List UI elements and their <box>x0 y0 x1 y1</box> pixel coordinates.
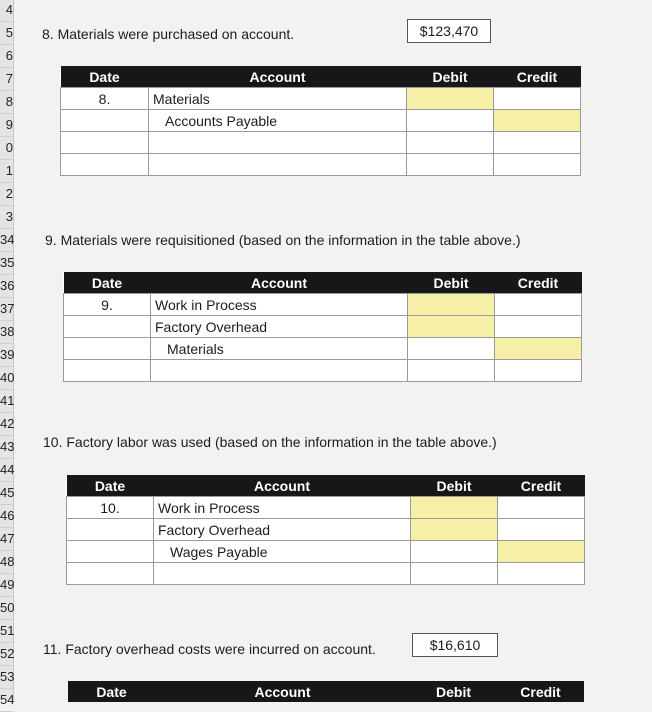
date-cell[interactable]: 9. <box>64 294 151 316</box>
row-number: 45 <box>0 485 15 500</box>
date-cell[interactable] <box>64 316 151 338</box>
row-number: 54 <box>0 692 15 707</box>
account-cell[interactable]: Factory Overhead <box>154 519 411 541</box>
credit-input[interactable] <box>495 338 582 360</box>
table-row <box>67 541 585 563</box>
credit-input[interactable] <box>498 541 585 563</box>
debit-input[interactable] <box>407 88 494 110</box>
header-account: Account <box>155 681 410 702</box>
row-number: 43 <box>0 439 15 454</box>
account-cell[interactable] <box>149 132 407 154</box>
row-number: 39 <box>0 347 15 362</box>
table-row <box>61 132 581 154</box>
row-number: 34 <box>0 232 15 247</box>
row-number: 52 <box>0 646 15 661</box>
credit-input[interactable] <box>494 110 581 132</box>
row-number: 8 <box>0 94 13 110</box>
row-number: 41 <box>0 393 15 408</box>
account-cell[interactable] <box>154 563 411 585</box>
journal-table-9 <box>63 272 582 382</box>
header-debit: Debit <box>408 272 495 294</box>
table-row <box>67 497 585 519</box>
journal-table-8 <box>60 66 581 176</box>
account-cell[interactable] <box>151 360 408 382</box>
row-number: 47 <box>0 531 15 546</box>
table-row <box>67 519 585 541</box>
account-cell[interactable]: Materials <box>151 338 408 360</box>
question-8-text: 8. Materials were purchased on account. <box>42 26 295 42</box>
row-number: 7 <box>0 71 13 87</box>
date-cell[interactable]: 8. <box>61 88 149 110</box>
credit-cell[interactable] <box>494 154 581 176</box>
row-number: 46 <box>0 508 15 523</box>
date-cell[interactable]: 10. <box>67 497 154 519</box>
row-number: 40 <box>0 370 15 385</box>
row-number: 3 <box>0 209 13 225</box>
account-cell[interactable] <box>149 154 407 176</box>
row-number: 38 <box>0 324 15 339</box>
debit-cell[interactable] <box>407 132 494 154</box>
journal-table-10 <box>66 475 585 585</box>
header-account: Account <box>154 475 411 497</box>
question-8-amount: $123,470 <box>407 19 491 43</box>
header-credit: Credit <box>495 272 582 294</box>
date-cell[interactable] <box>61 154 149 176</box>
debit-cell[interactable] <box>407 110 494 132</box>
journal-table-11 <box>68 681 584 702</box>
row-number: 5 <box>0 25 13 41</box>
header-date: Date <box>64 272 151 294</box>
header-credit: Credit <box>494 66 581 88</box>
header-debit: Debit <box>410 681 497 702</box>
debit-cell[interactable] <box>411 563 498 585</box>
account-cell[interactable]: Accounts Payable <box>149 110 407 132</box>
header-credit: Credit <box>497 681 584 702</box>
debit-input[interactable] <box>408 294 495 316</box>
table-row <box>64 316 582 338</box>
credit-cell[interactable] <box>498 497 585 519</box>
table-row <box>64 294 582 316</box>
row-number: 35 <box>0 255 15 270</box>
table-row <box>64 338 582 360</box>
row-number: 36 <box>0 278 15 293</box>
credit-cell[interactable] <box>494 88 581 110</box>
account-cell[interactable]: Wages Payable <box>154 541 411 563</box>
header-credit: Credit <box>498 475 585 497</box>
header-date: Date <box>61 66 149 88</box>
debit-cell[interactable] <box>408 360 495 382</box>
account-cell[interactable]: Work in Process <box>154 497 411 519</box>
table-row <box>67 563 585 585</box>
row-number-gutter <box>0 0 15 707</box>
header-debit: Debit <box>411 475 498 497</box>
credit-cell[interactable] <box>494 132 581 154</box>
date-cell[interactable] <box>64 360 151 382</box>
row-number: 48 <box>0 554 15 569</box>
row-number: 4 <box>0 2 13 18</box>
row-number: 53 <box>0 669 15 684</box>
table-row <box>64 360 582 382</box>
row-number: 42 <box>0 416 15 431</box>
credit-cell[interactable] <box>498 519 585 541</box>
credit-cell[interactable] <box>498 563 585 585</box>
header-account: Account <box>149 66 407 88</box>
row-number: 6 <box>0 48 13 64</box>
debit-cell[interactable] <box>408 338 495 360</box>
credit-cell[interactable] <box>495 316 582 338</box>
question-11-amount: $16,610 <box>412 633 498 657</box>
debit-input[interactable] <box>408 316 495 338</box>
row-number: 9 <box>0 117 13 133</box>
header-date: Date <box>68 681 155 702</box>
header-date: Date <box>67 475 154 497</box>
date-cell[interactable] <box>67 563 154 585</box>
account-cell[interactable]: Factory Overhead <box>151 316 408 338</box>
question-11-text: 11. Factory overhead costs were incurred on account. <box>43 641 376 657</box>
question-10-text: 10. Factory labor was used (based on the information in the table above.) <box>43 434 497 450</box>
debit-cell[interactable] <box>407 154 494 176</box>
account-cell[interactable]: Materials <box>149 88 407 110</box>
row-number: 44 <box>0 462 15 477</box>
header-account: Account <box>151 272 408 294</box>
row-number: 2 <box>0 186 13 202</box>
row-number: 0 <box>0 140 13 156</box>
table-row <box>61 154 581 176</box>
row-number: 49 <box>0 577 15 592</box>
table-row <box>61 88 581 110</box>
row-number: 1 <box>0 163 13 179</box>
row-number: 51 <box>0 623 15 638</box>
debit-input[interactable] <box>411 497 498 519</box>
header-debit: Debit <box>407 66 494 88</box>
debit-input[interactable] <box>411 519 498 541</box>
date-cell[interactable] <box>67 519 154 541</box>
account-cell[interactable]: Work in Process <box>151 294 408 316</box>
date-cell[interactable] <box>61 110 149 132</box>
date-cell[interactable] <box>61 132 149 154</box>
row-number: 50 <box>0 600 15 615</box>
date-cell[interactable] <box>64 338 151 360</box>
date-cell[interactable] <box>67 541 154 563</box>
credit-cell[interactable] <box>495 360 582 382</box>
debit-cell[interactable] <box>411 541 498 563</box>
table-row <box>61 110 581 132</box>
question-9-text: 9. Materials were requisitioned (based on the information in the table above.) <box>45 232 521 248</box>
row-number: 37 <box>0 301 15 316</box>
credit-cell[interactable] <box>495 294 582 316</box>
